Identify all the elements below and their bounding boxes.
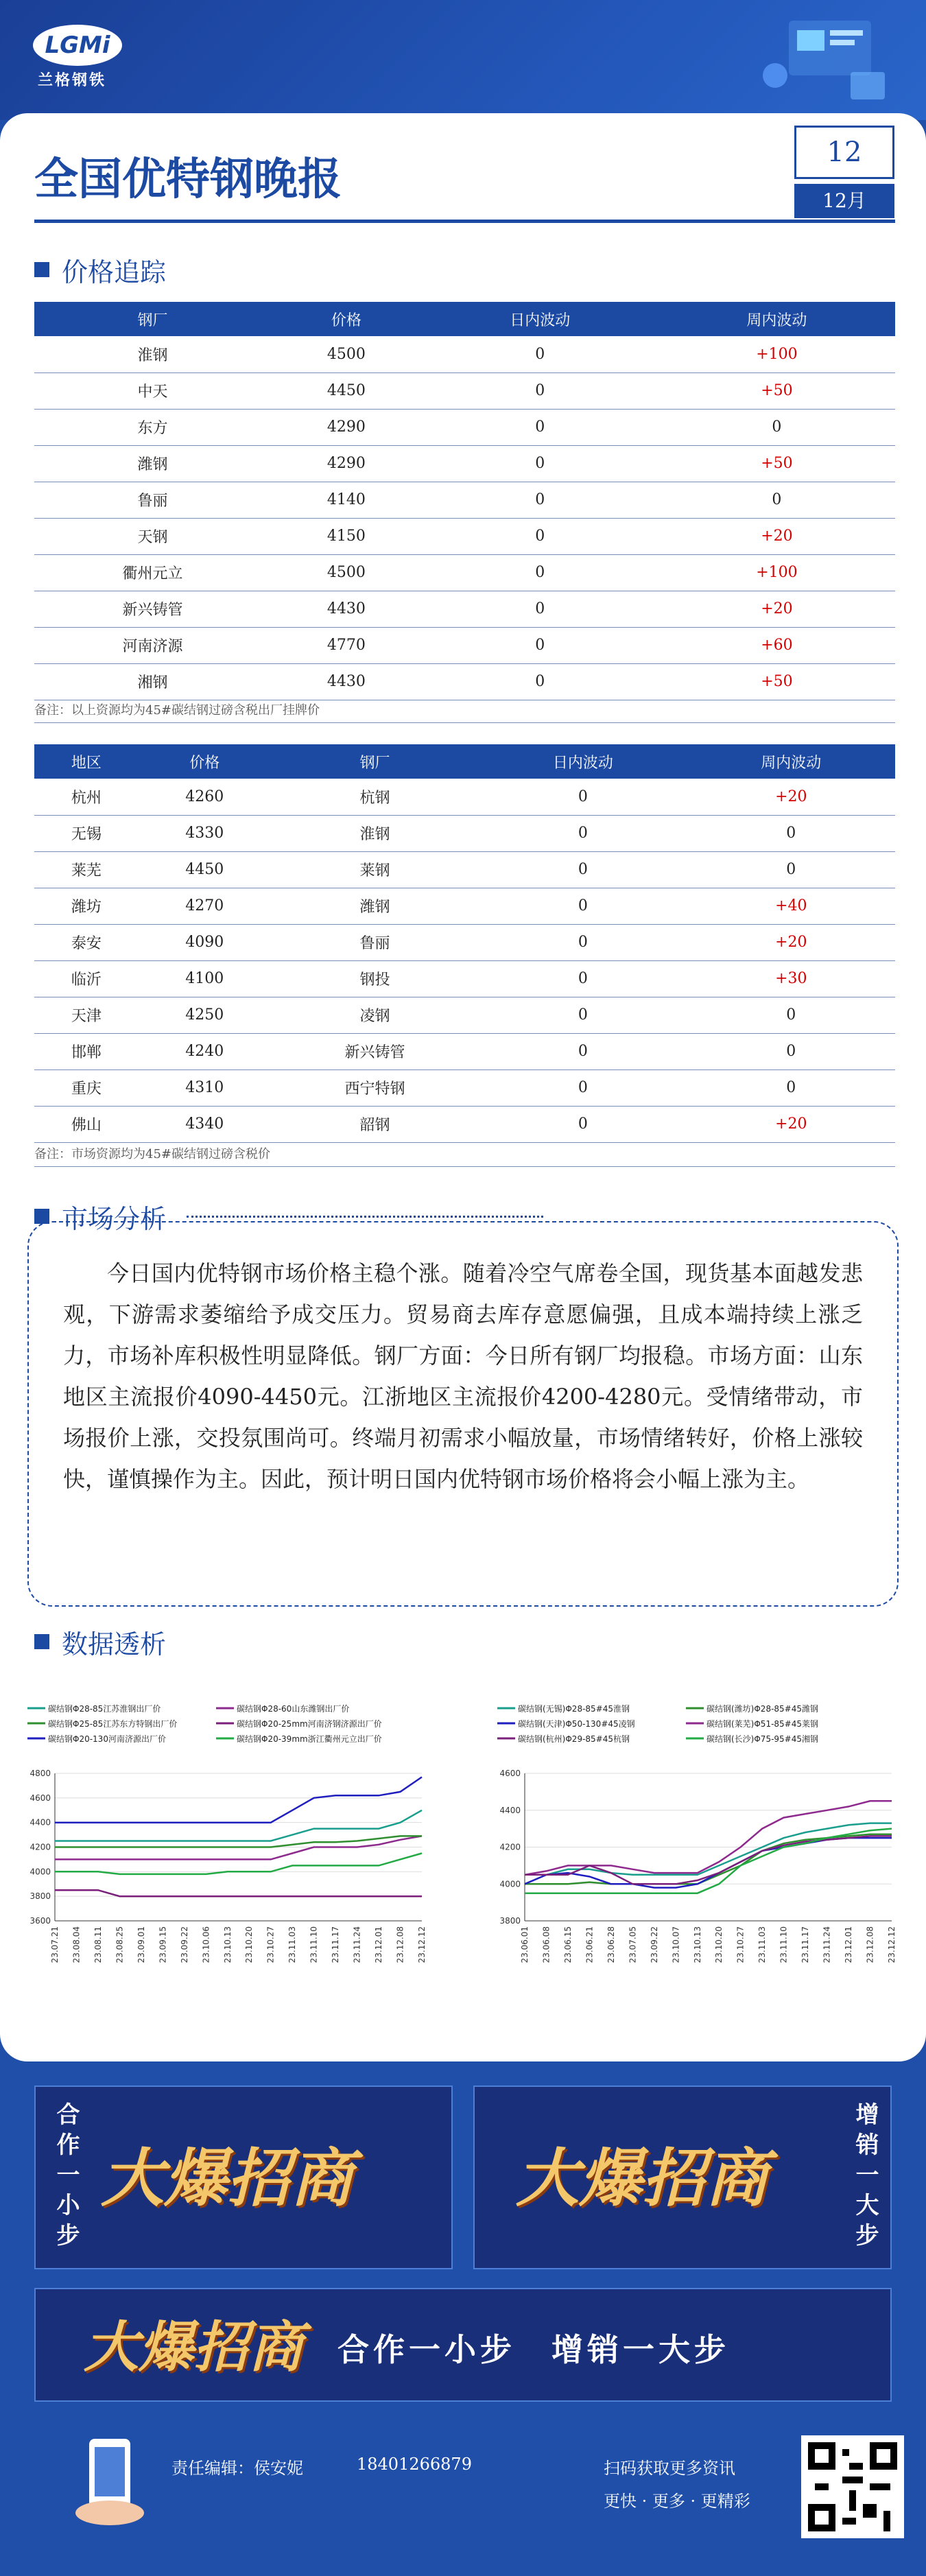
series-line	[55, 1890, 422, 1896]
y-tick-label: 4400	[29, 1817, 51, 1828]
legend-label: 碳结钢(无锡)Φ28-85#45淮钢	[518, 1704, 630, 1714]
table-row	[34, 482, 895, 518]
col-header: 日内波动	[422, 302, 658, 336]
mill-price-table	[34, 302, 895, 700]
banner-headline: 大爆招商	[516, 2141, 769, 2215]
section-price	[34, 252, 166, 287]
table-cell: +100	[658, 554, 895, 591]
x-tick-label: 23.11.24	[352, 1926, 362, 1963]
x-tick-label: 23.11.10	[779, 1926, 789, 1963]
x-tick-label: 23.09.15	[158, 1926, 168, 1963]
table-cell: 无锡	[34, 815, 139, 851]
table-cell: 莱芜	[34, 851, 139, 888]
table-cell: 0	[422, 445, 658, 482]
x-tick-label: 23.12.01	[374, 1926, 384, 1963]
table-cell: 4100	[139, 960, 271, 997]
table-cell: 4270	[139, 888, 271, 924]
table-row	[34, 445, 895, 482]
table-cell: +20	[687, 779, 895, 815]
table-cell: 0	[658, 482, 895, 518]
table-cell: 淮钢	[34, 336, 271, 373]
qr-code-icon[interactable]	[801, 2435, 904, 2538]
y-tick-label: 4200	[29, 1842, 51, 1852]
x-tick-label: 23.11.17	[331, 1926, 341, 1963]
table-cell: 4340	[139, 1106, 271, 1142]
promo-banner-wide[interactable]	[34, 2288, 892, 2402]
series-line	[55, 1810, 422, 1841]
table-row	[34, 663, 895, 700]
table-cell: 临沂	[34, 960, 139, 997]
table-cell: 中天	[34, 373, 271, 409]
legend-label: 碳结钢Φ28-85江苏淮钢出厂价	[48, 1704, 161, 1714]
legend-label: 碳结钢Φ20-130河南济源出厂价	[48, 1734, 166, 1744]
table-cell: 4430	[271, 663, 422, 700]
table-cell: +100	[658, 336, 895, 373]
section-marker-icon	[34, 1634, 49, 1649]
scan-label: 扫码获取更多资讯	[604, 2459, 735, 2478]
table-cell: 潍钢	[271, 888, 479, 924]
y-tick-label: 4800	[29, 1769, 51, 1778]
x-tick-label: 23.12.12	[887, 1926, 897, 1963]
legend-label: 碳结钢(长沙)Φ75-95#45湘钢	[707, 1734, 819, 1744]
table-cell: 重庆	[34, 1070, 139, 1106]
col-header: 价格	[139, 744, 271, 779]
table-cell: +50	[658, 445, 895, 482]
table-cell: 4250	[139, 997, 271, 1033]
table-cell: 泰安	[34, 924, 139, 960]
table-cell: 鲁丽	[34, 482, 271, 518]
table-cell: 潍坊	[34, 888, 139, 924]
table-cell: 韶钢	[271, 1106, 479, 1142]
market-price-table	[34, 744, 895, 1143]
table-cell: 0	[687, 1070, 895, 1106]
y-tick-label: 3800	[499, 1916, 521, 1926]
table-cell: 0	[687, 997, 895, 1033]
table-row	[34, 373, 895, 409]
table-cell: 4500	[271, 554, 422, 591]
table-cell: 4430	[271, 591, 422, 627]
table-cell: +20	[658, 518, 895, 554]
title-divider	[34, 220, 895, 223]
legend-label: 碳结钢Φ20-39mm浙江衢州元立出厂价	[237, 1734, 382, 1744]
table-cell: 西宁特钢	[271, 1070, 479, 1106]
promo-banner-left[interactable]	[34, 2085, 453, 2269]
editor-phone[interactable]: 18401266879	[357, 2455, 472, 2474]
table-cell: 佛山	[34, 1106, 139, 1142]
x-tick-label: 23.11.10	[309, 1926, 319, 1963]
legend-label: 碳结钢(潍坊)Φ28-85#45潍钢	[707, 1704, 819, 1714]
table-cell: 0	[422, 482, 658, 518]
table-cell: +20	[687, 1106, 895, 1142]
x-tick-label: 23.06.01	[520, 1926, 530, 1963]
table-row	[34, 815, 895, 851]
x-tick-label: 23.10.13	[222, 1926, 233, 1963]
table-row	[34, 336, 895, 373]
table-cell: 0	[422, 554, 658, 591]
table-row	[34, 518, 895, 554]
x-tick-label: 23.06.08	[541, 1926, 551, 1963]
table-cell: 4770	[271, 627, 422, 663]
col-header: 日内波动	[479, 744, 687, 779]
date-month: 12月	[794, 184, 894, 218]
col-header: 周内波动	[658, 302, 895, 336]
x-tick-label: 23.12.12	[417, 1926, 427, 1963]
table-cell: 邯郸	[34, 1033, 139, 1070]
table-row	[34, 554, 895, 591]
promo-banner-right[interactable]	[473, 2085, 892, 2269]
table-cell: 0	[422, 336, 658, 373]
table-row	[34, 409, 895, 445]
col-header: 价格	[271, 302, 422, 336]
table-cell: 0	[687, 815, 895, 851]
x-tick-label: 23.10.06	[201, 1926, 211, 1963]
table-cell: 4240	[139, 1033, 271, 1070]
table-cell: 0	[479, 997, 687, 1033]
table-cell: +30	[687, 960, 895, 997]
x-tick-label: 23.11.03	[287, 1926, 298, 1963]
table-cell: 东方	[34, 409, 271, 445]
table-cell: 衢州元立	[34, 554, 271, 591]
table-cell: 0	[479, 779, 687, 815]
x-tick-label: 23.11.17	[800, 1926, 811, 1963]
lgmi-logo: LGMi	[33, 25, 122, 66]
section-data	[34, 1624, 166, 1659]
section-label: 价格追踪	[62, 257, 167, 287]
y-tick-label: 4600	[499, 1769, 521, 1778]
table-cell: 4500	[271, 336, 422, 373]
legend-label: 碳结钢(杭州)Φ29-85#45杭钢	[518, 1734, 630, 1744]
date-day: 12	[794, 126, 894, 179]
table-cell: 0	[422, 663, 658, 700]
table-cell: 天津	[34, 997, 139, 1033]
table-cell: 4150	[271, 518, 422, 554]
x-tick-label: 23.06.15	[562, 1926, 573, 1963]
x-tick-label: 23.09.01	[136, 1926, 146, 1963]
series-line	[55, 1777, 422, 1822]
table-note: 备注：以上资源均为45#碳结钢过磅含税出厂挂牌价	[34, 698, 895, 723]
table-cell: 4140	[271, 482, 422, 518]
table-cell: 0	[687, 1033, 895, 1070]
banner-headline: 大爆招商	[84, 2315, 303, 2379]
table-row	[34, 1033, 895, 1070]
banner-side-text: 合作一小步	[52, 2102, 80, 2253]
table-cell: 0	[422, 373, 658, 409]
col-header: 地区	[34, 744, 139, 779]
table-cell: 淮钢	[271, 815, 479, 851]
x-tick-label: 23.10.07	[671, 1926, 681, 1963]
footer	[0, 2401, 926, 2576]
section-dash	[187, 1216, 543, 1218]
table-cell: 新兴铸管	[271, 1033, 479, 1070]
y-tick-label: 3800	[29, 1891, 51, 1902]
tagline: 更快 · 更多 · 更精彩	[604, 2492, 750, 2511]
table-cell: 0	[422, 591, 658, 627]
table-cell: 0	[479, 1033, 687, 1070]
table-cell: 凌钢	[271, 997, 479, 1033]
x-tick-label: 23.07.05	[628, 1926, 638, 1963]
table-cell: 4450	[271, 373, 422, 409]
series-line	[55, 1854, 422, 1874]
col-header: 钢厂	[34, 302, 271, 336]
phone-hand-icon	[69, 2432, 151, 2528]
x-tick-label: 23.09.22	[179, 1926, 189, 1963]
line-chart-markets	[490, 1694, 902, 2003]
table-cell: +20	[658, 591, 895, 627]
x-tick-label: 23.08.11	[93, 1926, 103, 1963]
table-cell: 0	[479, 960, 687, 997]
table-cell: 0	[479, 1106, 687, 1142]
table-cell: 新兴铸管	[34, 591, 271, 627]
x-tick-label: 23.10.27	[265, 1926, 276, 1963]
table-cell: +50	[658, 663, 895, 700]
table-cell: +60	[658, 627, 895, 663]
line-chart-mills	[21, 1694, 432, 2003]
table-cell: 0	[479, 888, 687, 924]
table-cell: +40	[687, 888, 895, 924]
legend-label: 碳结钢(天津)Φ50-130#45凌钢	[518, 1719, 635, 1729]
banner-slogan: 合作一小步 增销一大步	[337, 2331, 730, 2368]
table-cell: 0	[422, 627, 658, 663]
table-row	[34, 888, 895, 924]
table-row	[34, 924, 895, 960]
table-cell: 莱钢	[271, 851, 479, 888]
y-tick-label: 3600	[29, 1916, 51, 1926]
table-row	[34, 960, 895, 997]
table-cell: 杭钢	[271, 779, 479, 815]
col-header: 钢厂	[271, 744, 479, 779]
header-band	[0, 0, 926, 120]
table-cell: 0	[479, 851, 687, 888]
table-cell: 湘钢	[34, 663, 271, 700]
x-tick-label: 23.08.25	[115, 1926, 125, 1963]
section-label: 数据透析	[62, 1629, 167, 1659]
table-cell: 4290	[271, 409, 422, 445]
table-cell: +50	[658, 373, 895, 409]
y-tick-label: 4600	[29, 1793, 51, 1803]
table-cell: 潍钢	[34, 445, 271, 482]
series-line	[525, 1836, 892, 1884]
table-cell: 0	[658, 409, 895, 445]
legend-label: 碳结钢Φ28-60山东潍钢出厂价	[237, 1704, 350, 1714]
table-cell: 4310	[139, 1070, 271, 1106]
x-tick-label: 23.10.13	[692, 1926, 702, 1963]
table-cell: 0	[479, 924, 687, 960]
table-row	[34, 779, 895, 815]
x-tick-label: 23.12.01	[844, 1926, 854, 1963]
y-tick-label: 4200	[499, 1842, 521, 1852]
x-tick-label: 23.09.22	[649, 1926, 659, 1963]
x-tick-label: 23.07.21	[50, 1926, 60, 1963]
table-row	[34, 997, 895, 1033]
legend-label: 碳结钢Φ20-25mm河南济钢济源出厂价	[237, 1719, 382, 1729]
y-tick-label: 4000	[499, 1879, 521, 1889]
table-cell: 0	[422, 518, 658, 554]
table-cell: 天钢	[34, 518, 271, 554]
table-cell: 钢投	[271, 960, 479, 997]
table-cell: 0	[687, 851, 895, 888]
legend-label: 碳结钢Φ25-85江苏东方特钢出厂价	[48, 1719, 178, 1729]
logo-subtitle: 兰格钢铁	[38, 71, 107, 89]
editor-label: 责任编辑：侯安妮	[171, 2459, 303, 2478]
table-row	[34, 627, 895, 663]
page-title: 全国优特钢晚报	[34, 154, 342, 205]
banner-headline: 大爆招商	[101, 2141, 354, 2215]
table-cell: 杭州	[34, 779, 139, 815]
table-cell: +20	[687, 924, 895, 960]
col-header: 周内波动	[687, 744, 895, 779]
table-cell: 4290	[271, 445, 422, 482]
table-cell: 4330	[139, 815, 271, 851]
table-cell: 0	[479, 815, 687, 851]
table-row	[34, 591, 895, 627]
table-row	[34, 851, 895, 888]
x-tick-label: 23.12.08	[865, 1926, 875, 1963]
banner-side-text: 增销一大步	[851, 2102, 879, 2253]
x-tick-label: 23.11.24	[822, 1926, 832, 1963]
x-tick-label: 23.11.03	[757, 1926, 768, 1963]
x-tick-label: 23.10.20	[714, 1926, 724, 1963]
y-tick-label: 4400	[499, 1805, 521, 1815]
x-tick-label: 23.08.04	[71, 1926, 82, 1963]
table-cell: 河南济源	[34, 627, 271, 663]
y-tick-label: 4000	[29, 1867, 51, 1877]
x-tick-label: 23.10.27	[735, 1926, 746, 1963]
table-cell: 鲁丽	[271, 924, 479, 960]
x-tick-label: 23.10.20	[244, 1926, 254, 1963]
x-tick-label: 23.06.21	[584, 1926, 595, 1963]
table-row	[34, 1106, 895, 1142]
section-marker-icon	[34, 262, 49, 277]
analysis-text: 今日国内优特钢市场价格主稳个涨。随着冷空气席卷全国，现货基本面越发悲观，下游需求萎缩给予成交压力。贸易商去库存意愿偏强，且成本端持续上涨乏力，市场补库积极性明显降低。钢厂方面：今日所有钢厂均报稳。市场方面：山东地区主流报价4090-4450元。江浙地区主流报价4200-4280元。受情绪带动，市场报价上涨，交投氛围尚可。终端月初需求小幅放量，市场情绪转好，价格上涨较快，谨慎操作为主。因此，预计明日国内优特钢市场价格将会小幅上涨为主。	[27, 1221, 899, 1607]
section-label: 市场分析	[62, 1203, 167, 1234]
table-note: 备注：市场资源均为45#碳结钢过磅含税价	[34, 1142, 895, 1167]
dashboard-illustration-icon	[748, 7, 899, 110]
table-row	[34, 1070, 895, 1106]
x-tick-label: 23.12.08	[395, 1926, 405, 1963]
table-cell: 0	[422, 409, 658, 445]
table-cell: 0	[479, 1070, 687, 1106]
table-cell: 4260	[139, 779, 271, 815]
x-tick-label: 23.06.28	[606, 1926, 616, 1963]
legend-label: 碳结钢(莱芜)Φ51-85#45莱钢	[707, 1719, 819, 1729]
table-cell: 4090	[139, 924, 271, 960]
table-cell: 4450	[139, 851, 271, 888]
